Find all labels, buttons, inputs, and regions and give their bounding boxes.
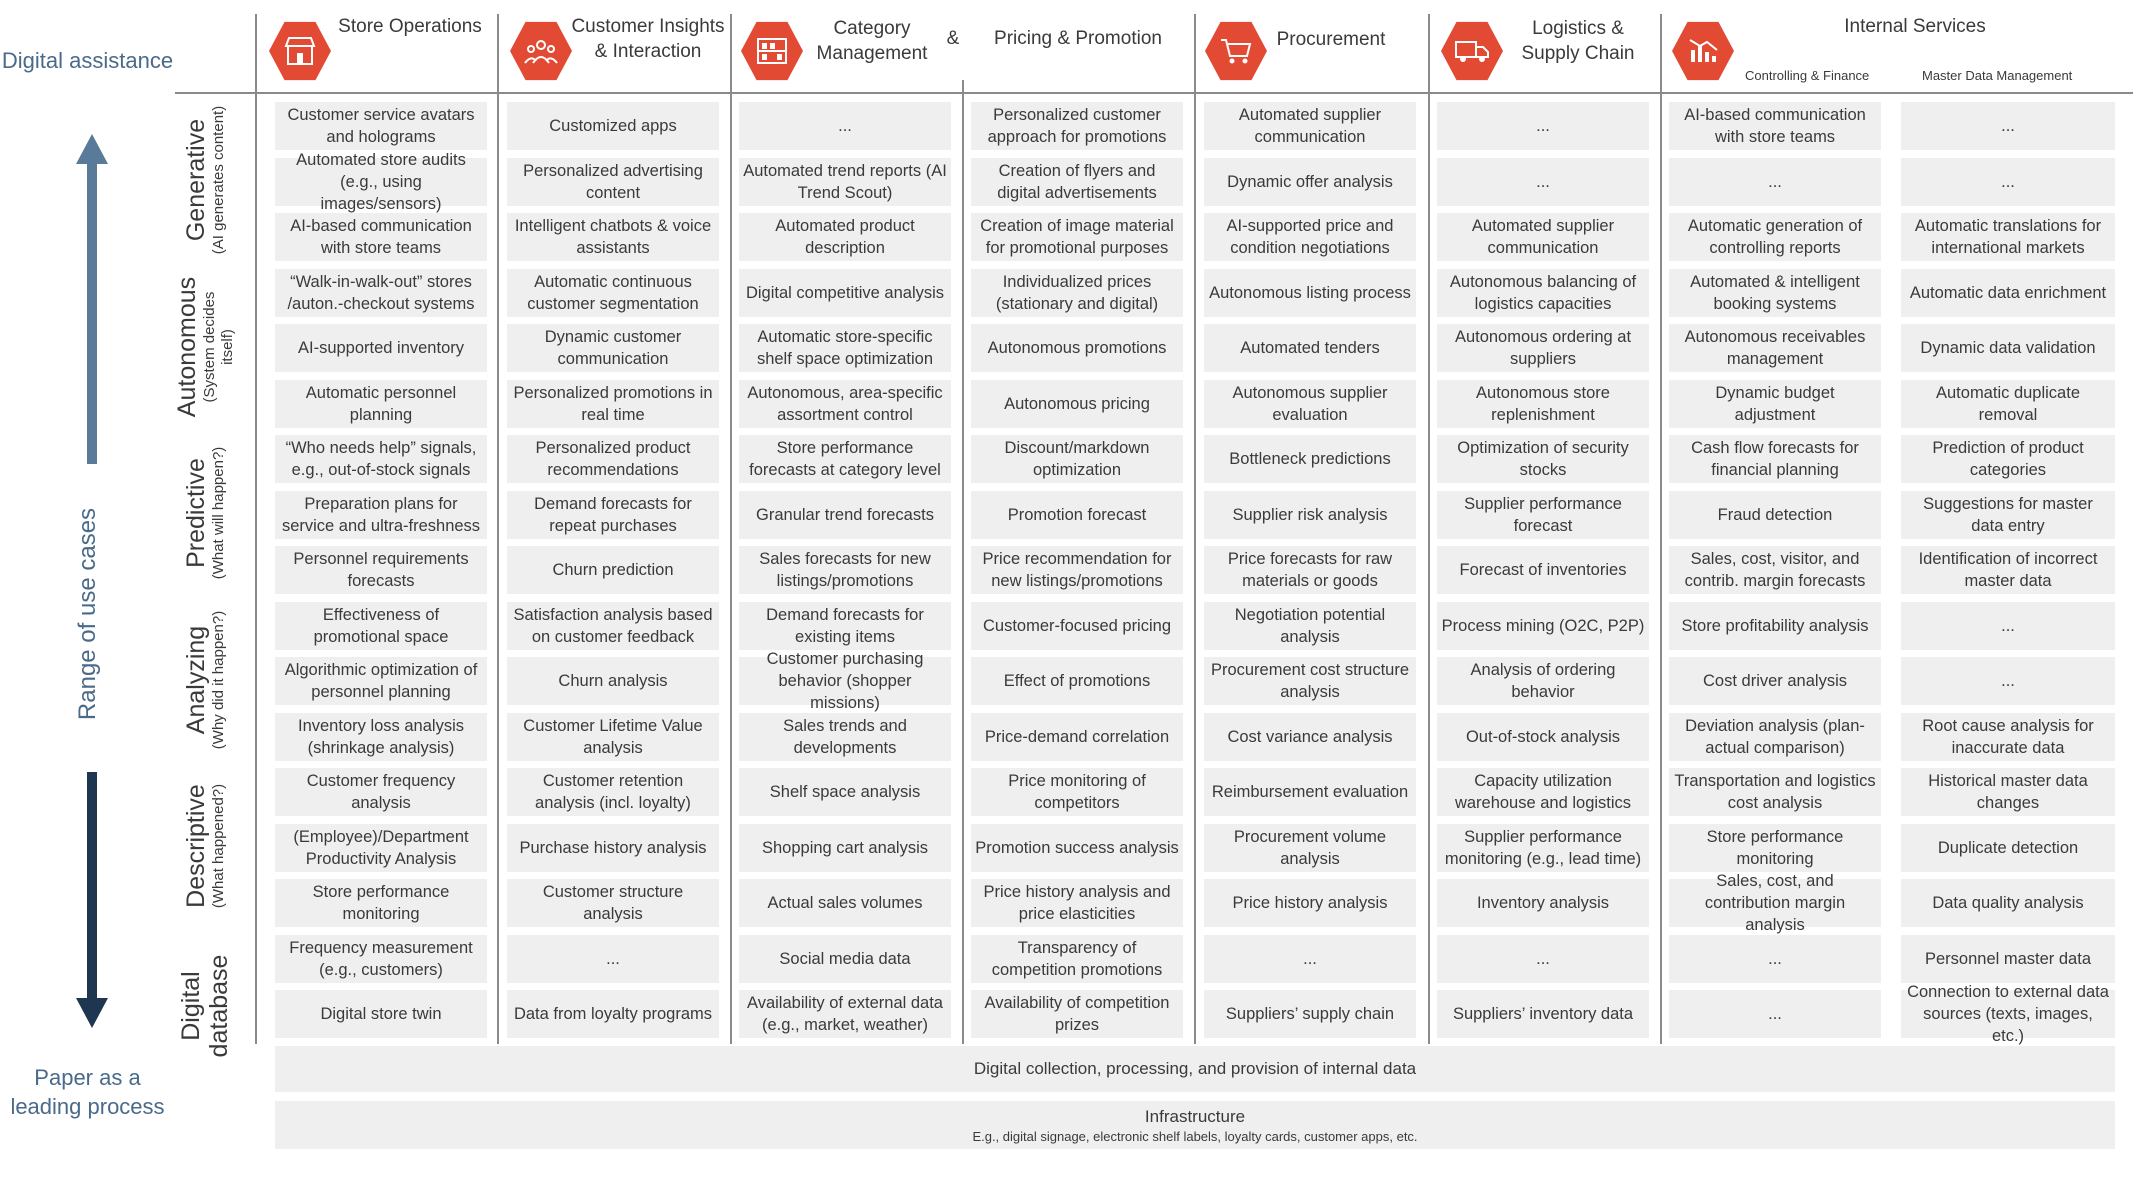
use-case-cell: Sales, cost, visitor, and contrib. margin forecasts [1669, 546, 1881, 594]
use-case-cell: Connection to external data sources (texts, images, etc.) [1901, 990, 2115, 1038]
cart-icon [1205, 20, 1267, 82]
column-header-6: Logistics & Supply Chain [1521, 18, 1635, 64]
use-case-cell: Cost driver analysis [1669, 657, 1881, 705]
column-divider [730, 14, 732, 1044]
use-case-cell: Personalized product recommendations [507, 435, 719, 483]
use-case-cell: ... [1901, 102, 2115, 150]
use-case-cell: Automated supplier communication [1204, 102, 1416, 150]
use-case-cell: Availability of external data (e.g., market, weather) [739, 990, 951, 1038]
use-case-cell: ... [1901, 602, 2115, 650]
level-title: Digital database [177, 954, 233, 1058]
use-case-cell: Price monitoring of competitors [971, 768, 1183, 816]
use-case-cell: Data from loyalty programs [507, 990, 719, 1038]
infrastructure-subtitle: E.g., digital signage, electronic shelf labels, loyalty cards, customer apps, etc. [972, 1128, 1418, 1144]
level-subtitle: (AI generates content) [210, 105, 227, 255]
use-case-cell: Price-demand correlation [971, 713, 1183, 761]
use-case-cell: Autonomous listing process [1204, 269, 1416, 317]
use-case-cell: Suppliers’ supply chain [1204, 990, 1416, 1038]
use-case-cell: ... [1669, 935, 1881, 983]
use-case-cell: ... [1901, 657, 2115, 705]
level-subtitle: (What happened?) [210, 783, 227, 909]
store-icon [269, 20, 331, 82]
use-case-cell: Algorithmic optimization of personnel planning [275, 657, 487, 705]
use-case-cell: Prediction of product categories [1901, 435, 2115, 483]
arrow-up-icon [72, 134, 112, 464]
use-case-cell: Optimization of security stocks [1437, 435, 1649, 483]
use-case-cell: Demand forecasts for existing items [739, 602, 951, 650]
customers-icon [510, 20, 572, 82]
use-case-cell: Churn analysis [507, 657, 719, 705]
level-title: Descriptive [182, 784, 210, 908]
internal-sub-label-1: Master Data Management [1922, 68, 2073, 83]
use-case-cell: AI-supported price and condition negotiations [1204, 213, 1416, 261]
arrow-down-icon [72, 772, 112, 1028]
use-case-cell: Automatic store-specific shelf space optimization [739, 324, 951, 372]
use-case-cell: Cost variance analysis [1204, 713, 1416, 761]
use-case-cell: Purchase history analysis [507, 824, 719, 872]
internal-sub-label-0: Controlling & Finance [1745, 68, 1870, 83]
use-case-cell: ... [1669, 158, 1881, 206]
use-case-cell: Transportation and logistics cost analysis [1669, 768, 1881, 816]
use-case-cell: Promotion success analysis [971, 824, 1183, 872]
range-of-use-cases-label: Range of use cases [74, 507, 101, 721]
use-case-cell: Inventory analysis [1437, 879, 1649, 927]
use-case-cell: Customer structure analysis [507, 879, 719, 927]
level-subtitle: (Why did it happen?) [210, 610, 227, 750]
use-case-cell: Automatic personnel planning [275, 380, 487, 428]
use-case-cell: Store performance monitoring [1669, 824, 1881, 872]
use-case-cell: Supplier performance forecast [1437, 491, 1649, 539]
use-case-cell: Autonomous supplier evaluation [1204, 380, 1416, 428]
level-label-5 [165, 921, 245, 1091]
use-case-cell: Discount/markdown optimization [971, 435, 1183, 483]
use-case-cell: Digital competitive analysis [739, 269, 951, 317]
use-case-cell: Autonomous pricing [971, 380, 1183, 428]
use-case-cell: Store profitability analysis [1669, 602, 1881, 650]
column-header-1: Customer Insights & Interaction [571, 16, 725, 62]
use-case-cell: Customized apps [507, 102, 719, 150]
use-case-cell: Demand forecasts for repeat purchases [507, 491, 719, 539]
level-title: Generative [182, 118, 210, 242]
use-case-cell: Autonomous promotions [971, 324, 1183, 372]
infrastructure-band [275, 1101, 2115, 1149]
use-case-cell: Shopping cart analysis [739, 824, 951, 872]
use-case-cell: Automated product description [739, 213, 951, 261]
use-case-cell: Autonomous ordering at suppliers [1437, 324, 1649, 372]
internal-data-band: Digital collection, processing, and provision of internal data [275, 1046, 2115, 1092]
use-case-cell: Granular trend forecasts [739, 491, 951, 539]
column-header-3: & [946, 28, 960, 49]
use-case-cell: Satisfaction analysis based on customer feedback [507, 602, 719, 650]
use-case-cell: Sales, cost, and contribution margin analysis [1669, 879, 1881, 927]
use-case-cell: Automated & intelligent booking systems [1669, 269, 1881, 317]
use-case-cell: AI-supported inventory [275, 324, 487, 372]
use-case-cell: Reimbursement evaluation [1204, 768, 1416, 816]
use-case-cell: Autonomous store replenishment [1437, 380, 1649, 428]
use-case-cell: Supplier risk analysis [1204, 491, 1416, 539]
use-case-cell: Sales forecasts for new listings/promotions [739, 546, 951, 594]
use-case-cell: Effect of promotions [971, 657, 1183, 705]
use-case-cell: Negotiation potential analysis [1204, 602, 1416, 650]
column-header-2: Category Management [816, 18, 928, 64]
use-case-cell: Digital store twin [275, 990, 487, 1038]
use-case-cell: Frequency measurement (e.g., customers) [275, 935, 487, 983]
use-case-cell: Automatic generation of controlling reports [1669, 213, 1881, 261]
use-case-cell: Supplier performance monitoring (e.g., lead time) [1437, 824, 1649, 872]
use-case-cell: Creation of image material for promotional purposes [971, 213, 1183, 261]
use-case-cell: Root cause analysis for inaccurate data [1901, 713, 2115, 761]
column-header-7: Internal Services [1844, 16, 1986, 37]
use-case-cell: “Walk-in-walk-out” stores /auton.-checkout systems [275, 269, 487, 317]
use-case-cell: Store performance monitoring [275, 879, 487, 927]
use-case-cell: Autonomous balancing of logistics capacities [1437, 269, 1649, 317]
use-case-cell: Automated supplier communication [1437, 213, 1649, 261]
use-case-cell: Price forecasts for raw materials or goods [1204, 546, 1416, 594]
use-case-cell: Sales trends and developments [739, 713, 951, 761]
use-case-cell: Transparency of competition promotions [971, 935, 1183, 983]
use-case-cell: Suggestions for master data entry [1901, 491, 2115, 539]
level-subtitle: (System decides itself) [201, 291, 236, 403]
use-case-cell: ... [739, 102, 951, 150]
use-case-cell: Customer purchasing behavior (shopper missions) [739, 657, 951, 705]
column-divider [1194, 14, 1196, 1044]
use-case-cell: Actual sales volumes [739, 879, 951, 927]
level-title: Predictive [182, 458, 210, 568]
use-case-cell: Automatic continuous customer segmentation [507, 269, 719, 317]
paper-leading-process-label: Paper as a leading process [10, 1065, 165, 1119]
use-case-cell: Shelf space analysis [739, 768, 951, 816]
use-case-cell: Automatic duplicate removal [1901, 380, 2115, 428]
column-divider [497, 14, 499, 1044]
use-case-cell: Automatic translations for international markets [1901, 213, 2115, 261]
use-case-cell: Bottleneck predictions [1204, 435, 1416, 483]
use-case-cell: Store performance forecasts at category level [739, 435, 951, 483]
use-case-cell: Capacity utilization warehouse and logistics [1437, 768, 1649, 816]
use-case-cell: ... [1204, 935, 1416, 983]
use-case-cell: Forecast of inventories [1437, 546, 1649, 594]
use-case-cell: Deviation analysis (plan-actual comparison) [1669, 713, 1881, 761]
use-case-cell: Automated tenders [1204, 324, 1416, 372]
use-case-cell: Individualized prices (stationary and digital) [971, 269, 1183, 317]
column-divider [255, 14, 257, 1044]
use-case-cell: Automated store audits (e.g., using images/sensors) [275, 158, 487, 206]
use-case-cell: Availability of competition prizes [971, 990, 1183, 1038]
use-case-cell: Duplicate detection [1901, 824, 2115, 872]
digital-assistance-label: Digital assistance [1, 48, 174, 73]
use-case-cell: ... [1437, 935, 1649, 983]
use-case-cell: Personalized customer approach for promotions [971, 102, 1183, 150]
level-title: Analyzing [182, 625, 210, 735]
use-case-cell: Historical master data changes [1901, 768, 2115, 816]
use-case-cell: ... [1437, 158, 1649, 206]
use-case-cell: Inventory loss analysis (shrinkage analysis) [275, 713, 487, 761]
level-title: Autonomous [173, 276, 201, 418]
level-label-4 [165, 743, 245, 949]
use-case-cell: Intelligent chatbots & voice assistants [507, 213, 719, 261]
use-case-cell: Social media data [739, 935, 951, 983]
use-case-cell: (Employee)/Department Productivity Analysis [275, 824, 487, 872]
use-case-cell: Procurement volume analysis [1204, 824, 1416, 872]
use-case-cell: Automated trend reports (AI Trend Scout) [739, 158, 951, 206]
column-header-0: Store Operations [338, 16, 482, 37]
use-case-cell: Analysis of ordering behavior [1437, 657, 1649, 705]
use-case-cell: Preparation plans for service and ultra-freshness [275, 491, 487, 539]
column-divider [1428, 14, 1430, 1044]
use-case-cell: “Who needs help” signals, e.g., out-of-stock signals [275, 435, 487, 483]
use-case-cell: Personalized advertising content [507, 158, 719, 206]
use-case-cell: Fraud detection [1669, 491, 1881, 539]
use-case-cell: Procurement cost structure analysis [1204, 657, 1416, 705]
use-case-cell: Price history analysis [1204, 879, 1416, 927]
infrastructure-title: Infrastructure [1144, 1106, 1246, 1126]
use-case-cell: Dynamic budget adjustment [1669, 380, 1881, 428]
use-case-cell: Dynamic data validation [1901, 324, 2115, 372]
use-case-cell: Creation of flyers and digital advertisements [971, 158, 1183, 206]
use-case-cell: Personalized promotions in real time [507, 380, 719, 428]
column-divider [1660, 14, 1662, 1044]
use-case-cell: Customer frequency analysis [275, 768, 487, 816]
use-case-cell: Out-of-stock analysis [1437, 713, 1649, 761]
use-case-cell: Customer Lifetime Value analysis [507, 713, 719, 761]
use-case-cell: Dynamic customer communication [507, 324, 719, 372]
use-case-cell: Personnel requirements forecasts [275, 546, 487, 594]
use-case-cell: Automatic data enrichment [1901, 269, 2115, 317]
use-case-cell: ... [1669, 990, 1881, 1038]
level-subtitle: (What will happen?) [210, 446, 227, 580]
truck-icon [1441, 20, 1503, 82]
chart-icon [1672, 20, 1734, 82]
use-case-cell: Personnel master data [1901, 935, 2115, 983]
use-case-cell: Dynamic offer analysis [1204, 158, 1416, 206]
use-case-cell: Cash flow forecasts for financial planning [1669, 435, 1881, 483]
use-case-cell: ... [1901, 158, 2115, 206]
use-case-cell: ... [507, 935, 719, 983]
use-case-cell: Identification of incorrect master data [1901, 546, 2115, 594]
use-case-cell: Churn prediction [507, 546, 719, 594]
use-case-cell: Price recommendation for new listings/promotions [971, 546, 1183, 594]
use-case-cell: AI-based communication with store teams [1669, 102, 1881, 150]
use-case-cell: Data quality analysis [1901, 879, 2115, 927]
use-case-cell: Process mining (O2C, P2P) [1437, 602, 1649, 650]
use-case-cell: Autonomous receivables management [1669, 324, 1881, 372]
use-case-cell: Price history analysis and price elasticities [971, 879, 1183, 927]
use-case-cell: Effectiveness of promotional space [275, 602, 487, 650]
use-case-cell: Customer retention analysis (incl. loyalty) [507, 768, 719, 816]
use-case-cell: Autonomous, area-specific assortment control [739, 380, 951, 428]
header-divider [175, 92, 2133, 94]
use-case-cell: Customer-focused pricing [971, 602, 1183, 650]
shelf-icon [741, 20, 803, 82]
use-case-cell: ... [1437, 102, 1649, 150]
use-case-cell: Promotion forecast [971, 491, 1183, 539]
column-divider [962, 80, 964, 1044]
use-case-cell: Customer service avatars and holograms [275, 102, 487, 150]
use-case-cell: AI-based communication with store teams [275, 213, 487, 261]
use-case-cell: Suppliers’ inventory data [1437, 990, 1649, 1038]
column-header-5: Procurement [1276, 29, 1386, 50]
column-header-4: Pricing & Promotion [994, 28, 1162, 49]
